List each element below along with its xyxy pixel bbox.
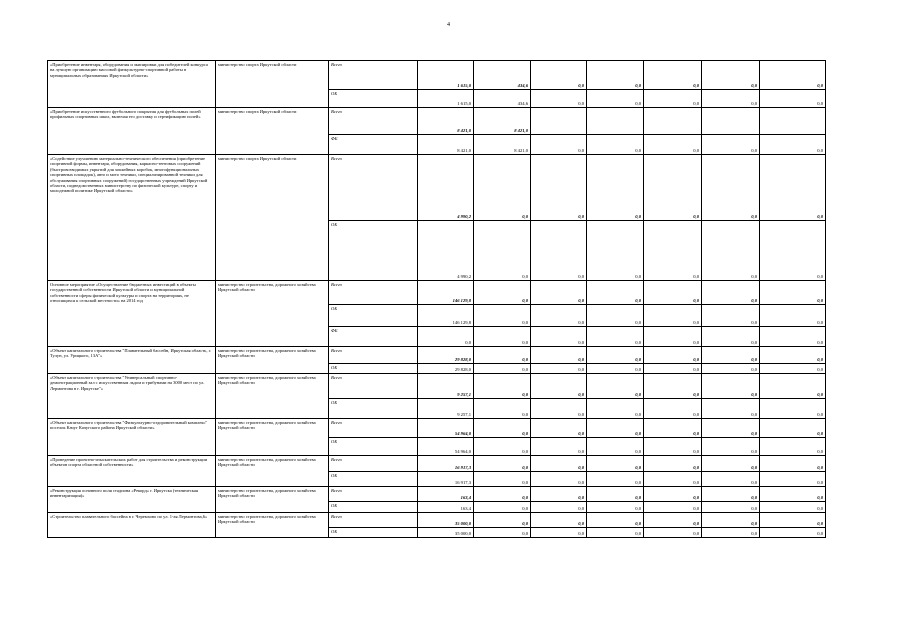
executor-cell: министерство строительства, дорожного хозяйства Иркутской области — [216, 513, 329, 538]
amount-cell: 0,0 — [644, 305, 702, 327]
amount-cell: 0,0 — [702, 135, 760, 155]
amount-cell: 29 828,0 — [418, 347, 474, 364]
amount-cell: 0,0 — [531, 61, 587, 90]
amount-cell: 0,0 — [474, 221, 531, 281]
measure-name-cell: «Объект капитального строительства "Физкультурно-оздоровительный комплекс" поселок Качуг Качугского района Иркутской области» — [48, 419, 216, 456]
amount-cell: 0,0 — [702, 528, 760, 538]
amount-cell: 0,0 — [702, 305, 760, 327]
amount-cell: 0,0 — [474, 305, 531, 327]
amount-cell: 0,0 — [760, 487, 826, 502]
amount-cell: 0,0 — [760, 364, 826, 374]
funding-source-cell: ОБ — [329, 399, 418, 419]
amount-cell: 0,0 — [587, 135, 644, 155]
amount-cell: 0,0 — [760, 90, 826, 108]
amount-cell: 1 615,0 — [418, 61, 474, 90]
executor-cell: министерство спорта Иркутской области — [216, 155, 329, 281]
amount-cell: 0,0 — [760, 399, 826, 419]
amount-cell: 54 964,0 — [418, 438, 474, 456]
amount-cell: 0,0 — [474, 487, 531, 502]
amount-cell: 0,0 — [702, 502, 760, 513]
amount-cell: 0,0 — [587, 90, 644, 108]
table-row — [48, 419, 826, 438]
amount-cell: 0,0 — [644, 419, 702, 438]
measure-name-cell: «Содействие улучшению материально-технического обеспечения (приобретение спортивной формы, инвентаря, оборудования, каркасно-тентовых сооружений (быстровозводимых укрытий для хоккейных коробок, многофункциональных спортивных площадок), авто и мото техники, специализированной техники для обслуживания спортивных сооружений) государственных учреждений Иркутской области, подведомственных министерству по физической культуре, спорту и молодежной политике Иркутской области» — [48, 155, 216, 281]
table-row — [48, 456, 826, 472]
measure-name-cell: «Приобретение инвентаря, оборудования и экипировки для победителей конкурса на лучшую организацию массовой физкультурно-спортивной работы в муниципальных образованиях Иркутской области» — [48, 61, 216, 108]
program-financing-table — [47, 60, 826, 538]
amount-cell: 0,0 — [644, 438, 702, 456]
amount-cell: 8 421,0 — [474, 108, 531, 135]
amount-cell: 0,0 — [531, 456, 587, 472]
amount-cell: 0,0 — [474, 502, 531, 513]
amount-cell: 434,6 — [474, 90, 531, 108]
amount-cell — [644, 108, 702, 135]
amount-cell: 0,0 — [587, 305, 644, 327]
amount-cell: 0,0 — [587, 438, 644, 456]
table-row — [48, 281, 826, 305]
amount-cell: 0,0 — [587, 399, 644, 419]
amount-cell: 0,0 — [702, 374, 760, 399]
funding-source-cell: ОБ — [329, 438, 418, 456]
amount-cell: 0,0 — [760, 438, 826, 456]
executor-cell: министерство строительства, дорожного хозяйства Иркутской области — [216, 487, 329, 513]
amount-cell: 0,0 — [418, 327, 474, 347]
amount-cell: 0,0 — [760, 347, 826, 364]
executor-cell: министерство строительства, дорожного хозяйства Иркутской области — [216, 374, 329, 419]
executor-cell: министерство спорта Иркутской области — [216, 108, 329, 155]
amount-cell: 0,0 — [531, 438, 587, 456]
amount-cell: 0,0 — [760, 528, 826, 538]
amount-cell: 0,0 — [474, 327, 531, 347]
table-row — [48, 108, 826, 135]
amount-cell: 0,0 — [702, 61, 760, 90]
amount-cell: 0,0 — [644, 90, 702, 108]
funding-source-cell: Всего — [329, 155, 418, 221]
amount-cell — [760, 108, 826, 135]
amount-cell: 163,4 — [418, 502, 474, 513]
amount-cell: 163,4 — [418, 487, 474, 502]
amount-cell: 4 990,2 — [418, 221, 474, 281]
table-row — [48, 513, 826, 528]
amount-cell: 0,0 — [474, 374, 531, 399]
amount-cell: 0,0 — [531, 305, 587, 327]
amount-cell: 0,0 — [702, 513, 760, 528]
amount-cell: 0,0 — [474, 347, 531, 364]
amount-cell: 0,0 — [531, 135, 587, 155]
amount-cell: 0,0 — [474, 438, 531, 456]
funding-source-cell: Всего — [329, 108, 418, 135]
amount-cell: 0,0 — [474, 399, 531, 419]
funding-source-cell: Всего — [329, 487, 418, 502]
amount-cell: 0,0 — [474, 419, 531, 438]
funding-source-cell: ОБ — [329, 90, 418, 108]
amount-cell: 0,0 — [644, 374, 702, 399]
executor-cell: министерство строительства, дорожного хозяйства Иркутской области — [216, 456, 329, 487]
measure-name-cell: «Строительство плавательного бассейна в г. Черемхово по ул. 1-ая Лермонтова,6» — [48, 513, 216, 538]
amount-cell: 0,0 — [587, 456, 644, 472]
amount-cell: 0,0 — [474, 472, 531, 487]
funding-source-cell: Всего — [329, 456, 418, 472]
funding-source-cell: Всего — [329, 513, 418, 528]
amount-cell: 146 129,8 — [418, 281, 474, 305]
amount-cell: 0,0 — [644, 327, 702, 347]
amount-cell: 0,0 — [531, 374, 587, 399]
amount-cell: 0,0 — [531, 513, 587, 528]
funding-source-cell: ОБ — [329, 502, 418, 513]
amount-cell: 0,0 — [644, 528, 702, 538]
funding-source-cell: ОБ — [329, 528, 418, 538]
amount-cell: 0,0 — [587, 419, 644, 438]
funding-source-cell: ОБ — [329, 305, 418, 327]
amount-cell: 0,0 — [644, 155, 702, 221]
measure-name-cell: «Объект капитального строительства "Плавательный бассейн, Иркутская область, г. Тулун, ул. Урицкого, 13А"» — [48, 347, 216, 374]
amount-cell: 29 828,0 — [418, 364, 474, 374]
amount-cell: 0,0 — [587, 528, 644, 538]
amount-cell: 0,0 — [760, 155, 826, 221]
amount-cell: 0,0 — [760, 221, 826, 281]
amount-cell: 0,0 — [531, 528, 587, 538]
amount-cell: 0,0 — [644, 364, 702, 374]
amount-cell: 0,0 — [587, 221, 644, 281]
funding-source-cell: ФБ — [329, 135, 418, 155]
amount-cell: 0,0 — [760, 135, 826, 155]
table-row — [48, 487, 826, 502]
amount-cell: 146 129,8 — [418, 305, 474, 327]
amount-cell: 0,0 — [644, 281, 702, 305]
funding-source-cell: ОБ — [329, 472, 418, 487]
amount-cell: 0,0 — [702, 456, 760, 472]
amount-cell: 54 964,0 — [418, 419, 474, 438]
amount-cell: 0,0 — [531, 347, 587, 364]
amount-cell: 35 000,0 — [418, 528, 474, 538]
amount-cell: 0,0 — [644, 513, 702, 528]
amount-cell: 0,0 — [760, 513, 826, 528]
amount-cell: 0,0 — [474, 155, 531, 221]
funding-source-cell: Всего — [329, 419, 418, 438]
amount-cell: 0,0 — [531, 364, 587, 374]
amount-cell: 0,0 — [531, 327, 587, 347]
amount-cell: 0,0 — [702, 399, 760, 419]
funding-source-cell: Всего — [329, 374, 418, 399]
amount-cell: 0,0 — [587, 472, 644, 487]
amount-cell: 0,0 — [587, 327, 644, 347]
executor-cell: министерство строительства, дорожного хозяйства Иркутской области — [216, 281, 329, 347]
amount-cell: 0,0 — [587, 487, 644, 502]
amount-cell: 0,0 — [702, 487, 760, 502]
amount-cell: 0,0 — [702, 347, 760, 364]
amount-cell: 4 990,2 — [418, 155, 474, 221]
amount-cell: 16 917,3 — [418, 472, 474, 487]
amount-cell: 0,0 — [702, 419, 760, 438]
measure-name-cell: «Приобретение искусственного футбольного покрытия для футбольных полей профильных спортивных школ, включая его доставку и сертификацию полей» — [48, 108, 216, 155]
funding-source-cell: ФБ — [329, 327, 418, 347]
amount-cell: 0,0 — [702, 281, 760, 305]
executor-cell: министерство строительства, дорожного хозяйства Иркутской области — [216, 419, 329, 456]
amount-cell: 1 615,0 — [418, 90, 474, 108]
executor-cell: министерство спорта Иркутской области — [216, 61, 329, 108]
measure-name-cell: «Проведение проектно-изыскательских работ для строительства и реконструкции объектов спорта областной собственности» — [48, 456, 216, 487]
amount-cell: 0,0 — [587, 155, 644, 221]
funding-source-cell: ОБ — [329, 364, 418, 374]
measure-name-cell: «Реконструкция основного поля стадиона «Рекорд» г. Иркутска (техническая инвентаризация)» — [48, 487, 216, 513]
amount-cell: 0,0 — [760, 281, 826, 305]
funding-source-cell: Всего — [329, 61, 418, 90]
amount-cell: 0,0 — [531, 155, 587, 221]
amount-cell — [587, 108, 644, 135]
amount-cell: 0,0 — [702, 438, 760, 456]
amount-cell: 0,0 — [531, 487, 587, 502]
amount-cell — [702, 108, 760, 135]
amount-cell: 0,0 — [644, 456, 702, 472]
amount-cell: 0,0 — [474, 456, 531, 472]
amount-cell: 0,0 — [702, 155, 760, 221]
amount-cell: 16 917,3 — [418, 456, 474, 472]
amount-cell: 0,0 — [474, 528, 531, 538]
amount-cell: 0,0 — [587, 374, 644, 399]
amount-cell: 0,0 — [760, 472, 826, 487]
amount-cell: 0,0 — [644, 347, 702, 364]
amount-cell: 0,0 — [644, 472, 702, 487]
amount-cell: 0,0 — [587, 364, 644, 374]
amount-cell: 8 421,0 — [418, 108, 474, 135]
amount-cell: 0,0 — [760, 456, 826, 472]
page-number: 4 — [447, 22, 450, 28]
funding-source-cell: ОБ — [329, 221, 418, 281]
amount-cell: 434,6 — [474, 61, 531, 90]
amount-cell: 0,0 — [587, 61, 644, 90]
amount-cell: 0,0 — [760, 502, 826, 513]
amount-cell: 0,0 — [531, 90, 587, 108]
amount-cell: 0,0 — [760, 305, 826, 327]
amount-cell: 0,0 — [702, 472, 760, 487]
table-row — [48, 61, 826, 90]
amount-cell: 0,0 — [644, 135, 702, 155]
amount-cell: 0,0 — [587, 513, 644, 528]
amount-cell: 0,0 — [474, 513, 531, 528]
amount-cell: 0,0 — [644, 502, 702, 513]
amount-cell: 0,0 — [587, 281, 644, 305]
amount-cell: 0,0 — [531, 472, 587, 487]
table-row — [48, 155, 826, 221]
amount-cell: 0,0 — [760, 374, 826, 399]
amount-cell: 0,0 — [474, 364, 531, 374]
measure-name-cell: «Объект капитального строительства "Универсальный спортивно-демонстрационный зал с искусственным льдом и трибунами на 3000 мест по ул. Лермонтова в г. Иркутске"» — [48, 374, 216, 419]
funding-source-cell: Всего — [329, 281, 418, 305]
amount-cell: 0,0 — [474, 281, 531, 305]
amount-cell: 0,0 — [531, 399, 587, 419]
table-row — [48, 374, 826, 399]
amount-cell: 0,0 — [644, 487, 702, 502]
amount-cell: 0,0 — [760, 61, 826, 90]
amount-cell: 8 421,0 — [474, 135, 531, 155]
amount-cell: 35 000,0 — [418, 513, 474, 528]
amount-cell — [531, 108, 587, 135]
amount-cell: 0,0 — [531, 502, 587, 513]
amount-cell: 9 257,1 — [418, 399, 474, 419]
amount-cell: 0,0 — [702, 221, 760, 281]
amount-cell: 9 257,1 — [418, 374, 474, 399]
funding-source-cell: Всего — [329, 347, 418, 364]
amount-cell: 0,0 — [760, 327, 826, 347]
amount-cell: 0,0 — [531, 419, 587, 438]
amount-cell: 0,0 — [702, 364, 760, 374]
amount-cell: 0,0 — [531, 281, 587, 305]
amount-cell: 0,0 — [587, 502, 644, 513]
amount-cell: 0,0 — [587, 347, 644, 364]
amount-cell: 8 421,0 — [418, 135, 474, 155]
amount-cell: 0,0 — [531, 221, 587, 281]
amount-cell: 0,0 — [702, 90, 760, 108]
amount-cell: 0,0 — [644, 61, 702, 90]
executor-cell: министерство строительства, дорожного хозяйства Иркутской области — [216, 347, 329, 374]
measure-name-cell: Основное мероприятие «Осуществление бюджетных инвестиций в объекты государственной собственности Иркутской области и муниципальной собственности сферы физической культуры и спорта на территориях, не относящихся к сельской местности» на 2014 год — [48, 281, 216, 347]
table-row — [48, 347, 826, 364]
amount-cell: 0,0 — [644, 399, 702, 419]
amount-cell: 0,0 — [702, 327, 760, 347]
amount-cell: 0,0 — [760, 419, 826, 438]
amount-cell: 0,0 — [644, 221, 702, 281]
